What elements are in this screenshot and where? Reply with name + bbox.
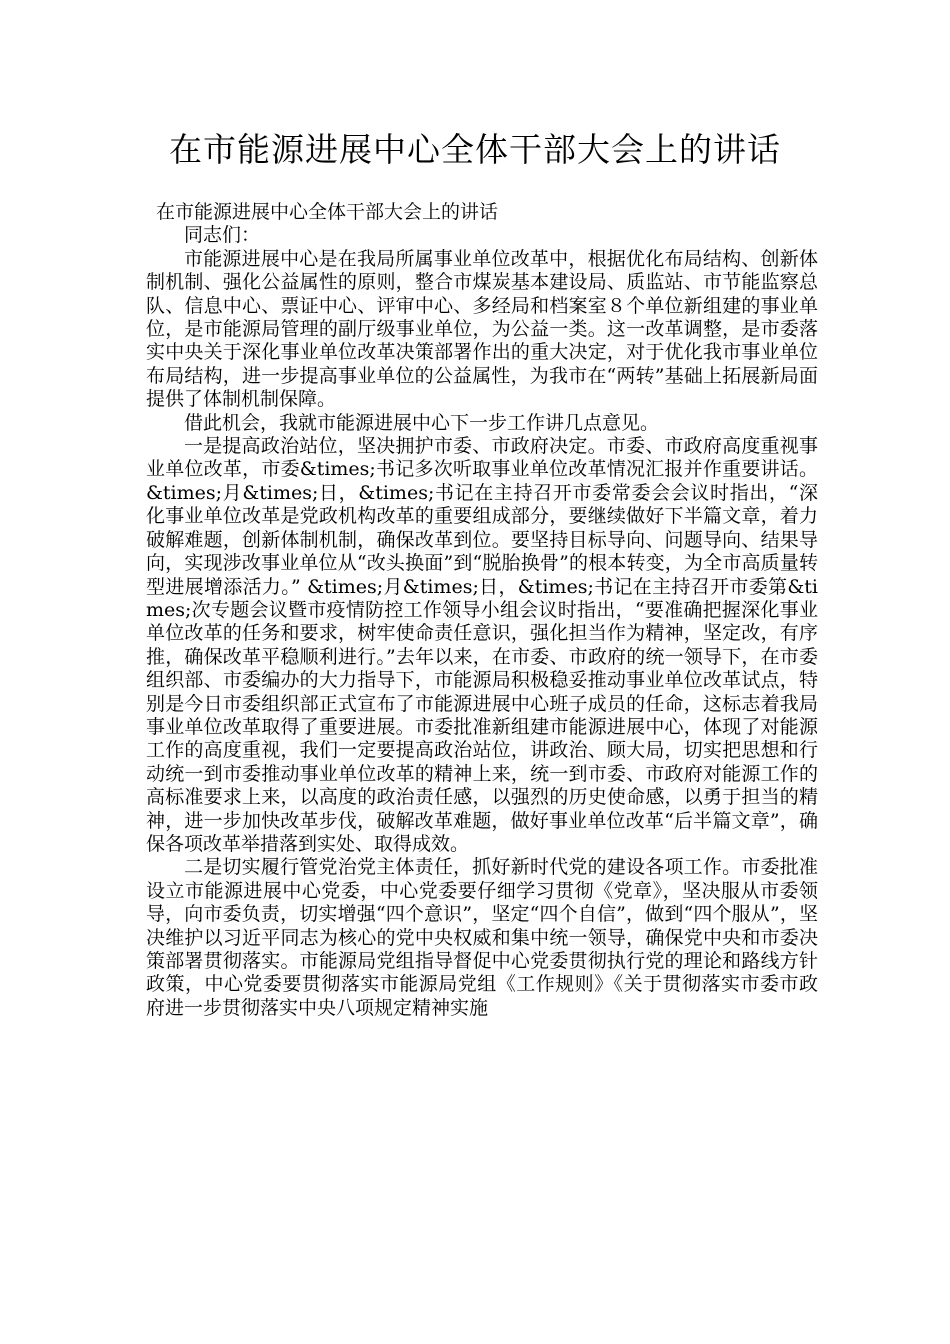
- document-title: 在市能源进展中心全体干部大会上的讲话: [169, 130, 781, 169]
- salutation: 同志们：: [184, 224, 261, 247]
- document-subtitle: 在市能源进展中心全体干部大会上的讲话: [156, 201, 499, 223]
- paragraph-4: 二是切实履行管党治党主体责任，抓好新时代党的建设各项工作。市委批准设立市能源进展中心党委，中心党委要仔细学习贯彻《党章》，坚决服从市委领导，向市委负责，切实增强“四个意识”，坚定“四个自信”，做到“四个服从”，坚决维护以习近平同志为核心的党中央权威和集中统一领导，确保党中央和市委决策部署贯彻落实。市能源局党组指导督促中心党委贯彻执行党的理论和路线方针政策，中心党委要贯彻落实市能源局党组《工作规则》《关于贯彻落实市委市政府进一步贯彻落实中央八项规定精神实施: [146, 856, 818, 1019]
- paragraph-3: 一是提高政治站位，坚决拥护市委、市政府决定。市委、市政府高度重视事业单位改革，市委&times;书记多次听取事业单位改革情况汇报并作重要讲话。&times;月&times;日，&times;书记在主持召开市委常委会会议时指出，“深化事业单位改革是党政机构改革的重要组成部分，要继续做好下半篇文章，着力破解难题，创新体制机制，确保改革到位。要坚持目标导向、问题导向、结果导向，实现涉改事业单位从“改头换面”到“脱胎换骨”的根本转变，为全市高质量转型进展增添活力。” &times;月&times;日，&times;书记在主持召开市委第&times;次专题会议暨市疫情防控工作领导小组会议时指出，“要准确把握深化事业单位改革的任务和要求，树牢使命责任意识，强化担当作为精神，坚定改，有序推，确保改革平稳顺利进行。”去年以来，在市委、市政府的统一领导下，在市委组织部、市委编办的大力指导下，市能源局积极稳妥推动事业单位改革试点，特别是今日市委组织部正式宣布了市能源进展中心班子成员的任命，这标志着我局事业单位改革取得了重要进展。市委批准新组建市能源进展中心，体现了对能源工作的高度重视，我们一定要提高政治站位，讲政治、顾大局，切实把思想和行动统一到市委推动事业单位改革的精神上来，统一到市委、市政府对能源工作的高标准要求上来，以高度的政治责任感，以强烈的历史使命感，以勇于担当的精神，进一步加快改革步伐，破解改革难题，做好事业单位改革“后半篇文章”，确保各项改革举措落到实处、取得成效。: [146, 435, 818, 855]
- paragraph-1: 市能源进展中心是在我局所属事业单位改革中，根据优化布局结构、创新体制机制、强化公益属性的原则，整合市煤炭基本建设局、质监站、市节能监察总队、信息中心、票证中心、评审中心、多经局和档案室８个单位新组建的事业单位，是市能源局管理的副厅级事业单位，为公益一类。这一改革调整，是市委落实中央关于深化事业单位改革决策部署作出的重大决定，对于优化我市事业单位布局结构，进一步提高事业单位的公益属性，为我市在“两转”基础上拓展新局面提供了体制机制保障。: [146, 247, 818, 411]
- document-body: [146, 201, 818, 1020]
- paragraph-2: 借此机会，我就市能源进展中心下一步工作讲几点意见。: [184, 411, 660, 434]
